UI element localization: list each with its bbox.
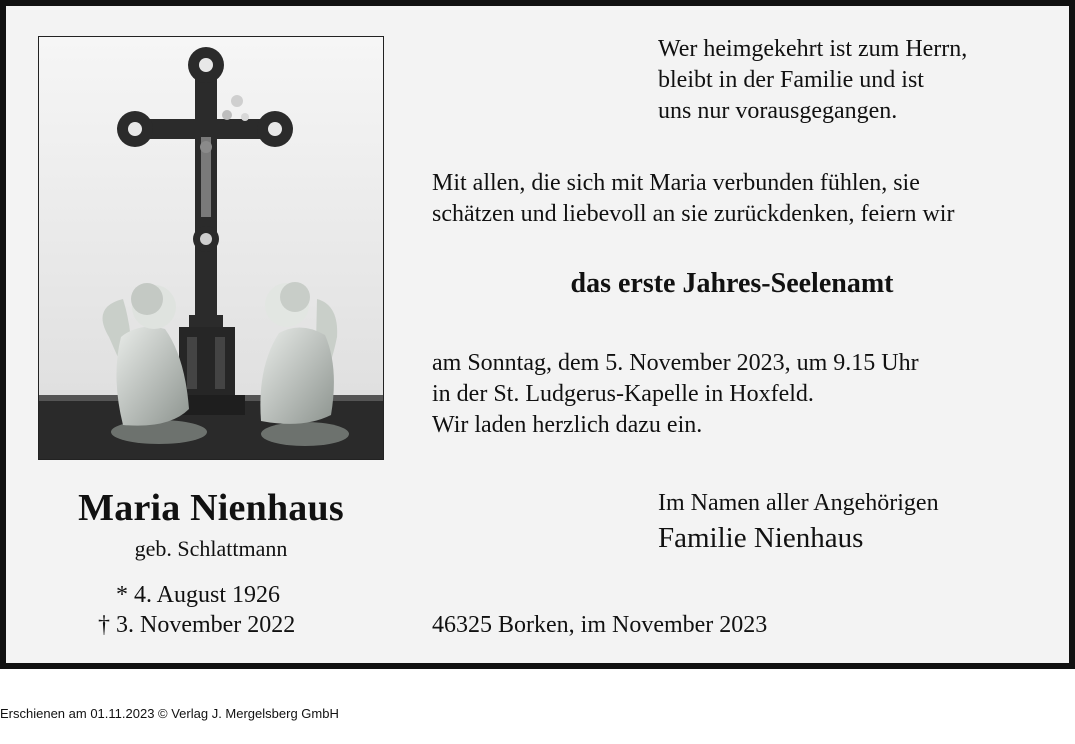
- memorial-photo: [38, 36, 384, 460]
- detail-line: Wir laden herzlich dazu ein.: [432, 412, 703, 438]
- memorial-verse: [658, 34, 967, 127]
- deceased-name: Maria Nienhaus: [78, 487, 344, 529]
- family-name: Familie Nienhaus: [658, 522, 864, 554]
- detail-line: am Sonntag, dem 5. November 2023, um 9.15 Uhr: [432, 350, 919, 376]
- crucifix-angels-image: [39, 37, 383, 459]
- intro-line: Mit allen, die sich mit Maria verbunden fühlen, sie: [432, 170, 920, 196]
- intro-paragraph: [432, 168, 954, 230]
- place-and-date: 46325 Borken, im November 2023: [432, 612, 768, 638]
- death-date: † 3. November 2022: [98, 612, 296, 638]
- intro-line: schätzen und liebevoll an sie zurückdenken, feiern wir: [432, 201, 955, 227]
- birth-date: * 4. August 1926: [116, 582, 281, 608]
- service-details: [432, 348, 919, 441]
- verse-line: Wer heimgekehrt ist zum Herrn,: [658, 36, 968, 62]
- publication-footer: Erschienen am 01.11.2023 © Verlag J. Mergelsberg GmbH: [0, 706, 339, 721]
- mass-title: das erste Jahres-Seelenamt: [570, 268, 894, 299]
- verse-line: uns nur vorausgegangen.: [658, 98, 898, 124]
- verse-line: bleibt in der Familie und ist: [658, 67, 924, 93]
- signoff-text: Im Namen aller Angehörigen: [658, 490, 939, 516]
- birth-name: geb. Schlattmann: [134, 536, 288, 561]
- detail-line: in der St. Ludgerus-Kapelle in Hoxfeld.: [432, 381, 814, 407]
